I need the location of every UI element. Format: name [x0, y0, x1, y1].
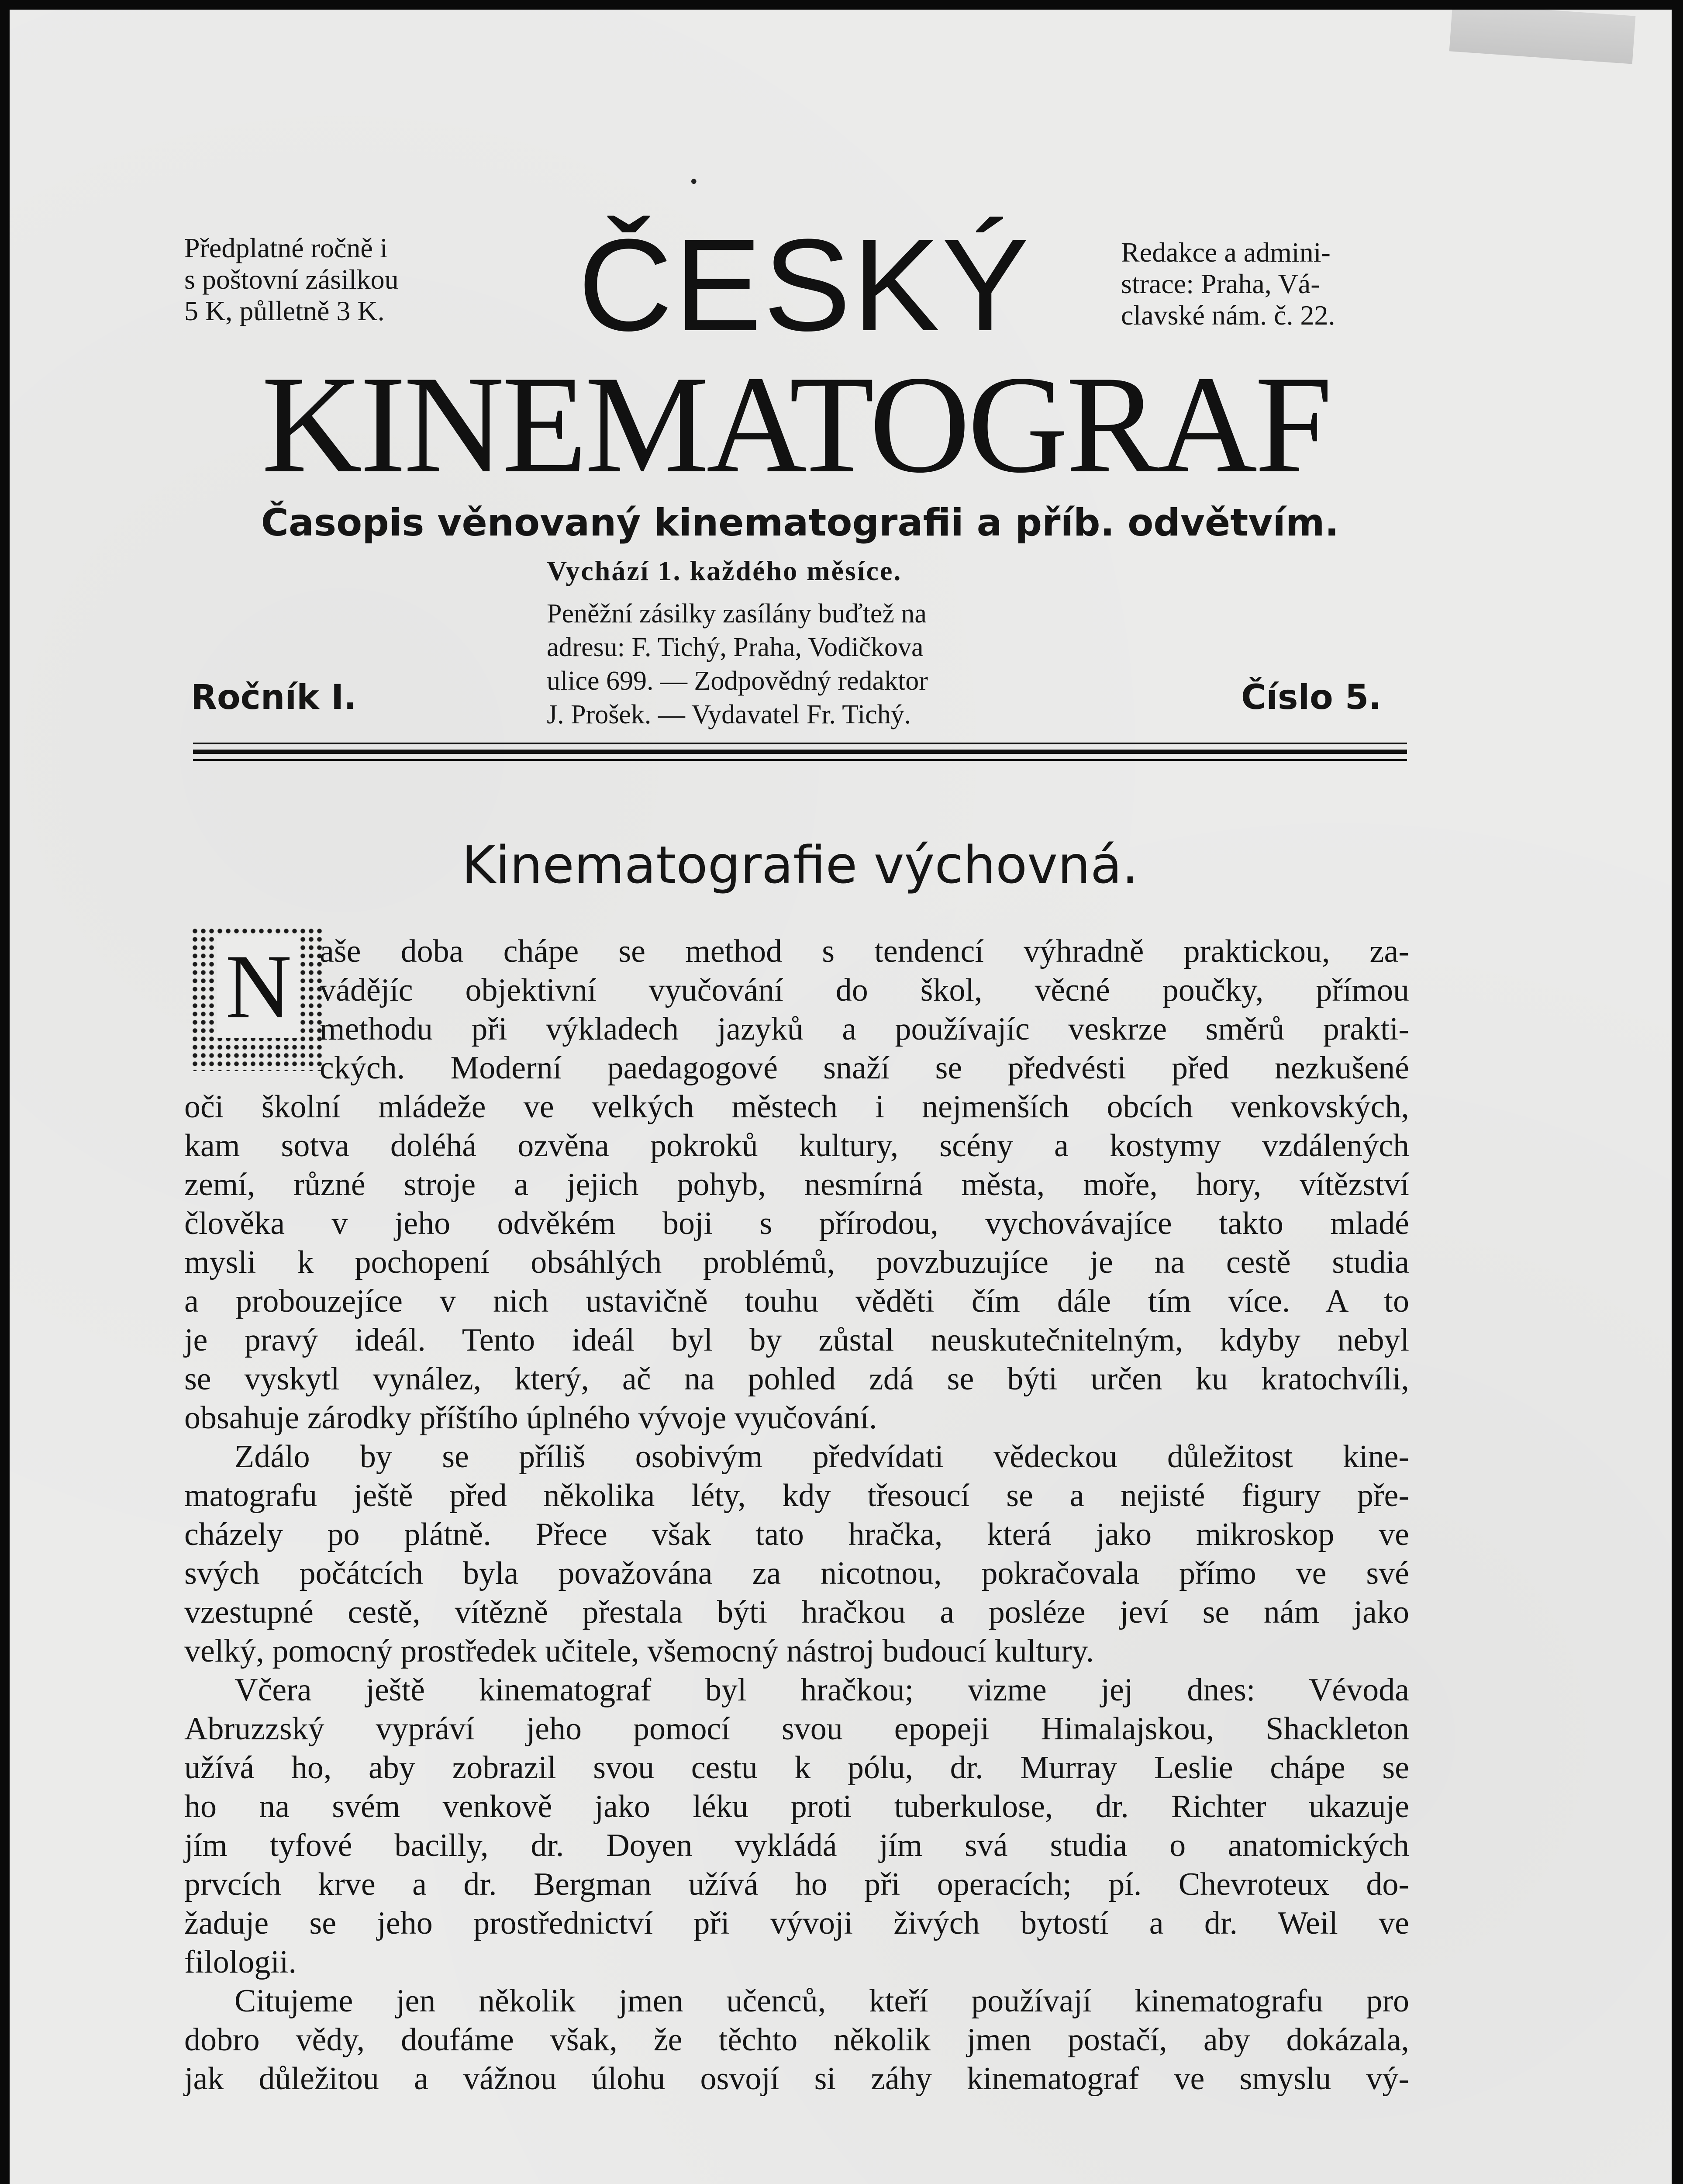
- text-line: mysli k pochopení obsáhlých problémů, povzbuzujíce je na cestě studia: [184, 1244, 1409, 1280]
- header-rule-top: [193, 743, 1407, 744]
- subscription-line: s poštovní zásilkou: [184, 264, 399, 295]
- text-line: oči školní mládeže ve velkých městech i nejmenších obcích venkovských,: [184, 1089, 1409, 1125]
- text-line: žaduje se jeho prostřednictví při vývoji živých bytostí a dr. Weil ve: [184, 1905, 1409, 1941]
- text-line: užívá ho, aby zobrazil svou cestu k pólu, dr. Murray Leslie chápe se: [184, 1750, 1409, 1786]
- text-line: jím tyfové bacilly, dr. Doyen vykládá jím svá studia o anatomických: [184, 1828, 1409, 1863]
- payment-line: Peněžní zásilky zasílány buďtež na: [547, 599, 927, 629]
- issue-label: Číslo 5.: [1241, 678, 1382, 717]
- text-line: zemí, různé stroje a jejich pohyb, nesmírná města, moře, hory, vítězství: [184, 1167, 1409, 1203]
- text-line: Abruzzský vypráví jeho pomocí svou epopeji Himalajskou, Shackleton: [184, 1711, 1409, 1747]
- editorial-line: strace: Praha, Vá-: [1121, 268, 1320, 299]
- text-line: velký, pomocný prostředek učitele, všemocný nástroj budoucí kultury.: [184, 1633, 1094, 1669]
- magazine-subtitle: Časopis věnovaný kinematografii a příb. odvětvím.: [261, 501, 1339, 545]
- payment-info: [547, 597, 1084, 732]
- masthead-title-kinematograf: KINEMATOGRAF: [261, 347, 1330, 502]
- text-line: Citujeme jen několik jmen učenců, kteří používají kinematografu pro: [235, 1983, 1409, 2019]
- volume-label: Ročník I.: [191, 678, 357, 717]
- text-line: ho na svém venkově jako léku proti tuberkulose, dr. Richter ukazuje: [184, 1789, 1409, 1825]
- library-stamp: [1449, 10, 1636, 64]
- text-line: svých počátcích byla považována za nicotnou, pokračovala přímo ve své: [184, 1555, 1409, 1591]
- ink-mark: •: [689, 172, 699, 192]
- text-line: člověka v jeho odvěkém boji s přírodou, vychovávajíce takto mladé: [184, 1206, 1409, 1241]
- text-line: filologii.: [184, 1944, 297, 1980]
- text-line: dobro vědy, doufáme však, že těchto několik jmen postačí, aby dokázala,: [184, 2022, 1409, 2058]
- editorial-line: clavské nám. č. 22.: [1121, 300, 1335, 331]
- text-line: ckých. Moderní paedagogové snaží se předvésti před nezkušené: [320, 1050, 1409, 1086]
- header-rule-middle: [193, 750, 1407, 754]
- payment-line: ulice 699. — Zodpovědný redaktor: [547, 666, 928, 696]
- text-line: se vyskytl vynález, který, ač na pohled zdá se býti určen ku kratochvíli,: [184, 1361, 1409, 1397]
- subscription-info: [184, 232, 490, 327]
- text-line: obsahuje zárodky příštího úplného vývoje vyučování.: [184, 1400, 877, 1436]
- text-line: kam sotva doléhá ozvěna pokroků kultury, scény a kostymy vzdálených: [184, 1128, 1409, 1164]
- editorial-info: [1121, 237, 1462, 331]
- magazine-page: [10, 10, 1672, 2184]
- editorial-line: Redakce a admini-: [1121, 237, 1331, 268]
- payment-line: adresu: F. Tichý, Praha, Vodičkova: [547, 632, 924, 662]
- article-paragraph-1: [184, 932, 1409, 1438]
- text-line: jak důležitou a vážnou úlohu osvojí si záhy kinematograf ve smyslu vý-: [184, 2061, 1409, 2097]
- text-line: cházely po plátně. Přece však tato hračka, která jako mikroskop ve: [184, 1517, 1409, 1552]
- text-line: prvcích krve a dr. Bergman užívá ho při operacích; pí. Chevroteux do-: [184, 1866, 1409, 1902]
- subscription-line: Předplatné ročně i: [184, 232, 388, 263]
- header-rule-bottom: [193, 759, 1407, 761]
- text-line: Zdálo by se příliš osobivým předvídati vědeckou důležitost kine-: [235, 1439, 1409, 1475]
- text-line: aše doba chápe se method s tendencí výhradně praktickou, za-: [320, 933, 1409, 969]
- article-paragraph-3: [184, 1671, 1409, 1982]
- article-title: Kinematografie výchovná.: [462, 835, 1138, 895]
- text-line: Včera ještě kinematograf byl hračkou; vizme jej dnes: Vévoda: [235, 1672, 1409, 1708]
- article-paragraph-2: [184, 1438, 1409, 1671]
- text-line: matografu ještě před několika léty, kdy třesoucí se a nejisté figury pře-: [184, 1478, 1409, 1514]
- payment-line: J. Prošek. — Vydavatel Fr. Tichý.: [547, 700, 911, 729]
- text-line: methodu při výkladech jazyků a používajíc veskrze směrů prakti-: [320, 1011, 1409, 1047]
- text-line: a probouzejíce v nich ustavičně touhu věděti čím dále tím více. A to: [184, 1283, 1409, 1319]
- publication-frequency: Vychází 1. každého měsíce.: [547, 555, 902, 586]
- masthead-title-cesky: ČESKÝ: [578, 211, 1031, 358]
- article-paragraph-4: [184, 1982, 1409, 2098]
- text-line: je pravý ideál. Tento ideál byl by zůstal neuskutečnitelným, kdyby nebyl: [184, 1322, 1409, 1358]
- text-line: vzestupné cestě, vítězně přestala býti hračkou a posléze jeví se nám jako: [184, 1594, 1409, 1630]
- dropcap-letter: N: [225, 936, 292, 1037]
- subscription-line: 5 K, půlletně 3 K.: [184, 295, 385, 326]
- text-line: vádějíc objektivní vyučování do škol, věcné poučky, přímou: [320, 972, 1409, 1008]
